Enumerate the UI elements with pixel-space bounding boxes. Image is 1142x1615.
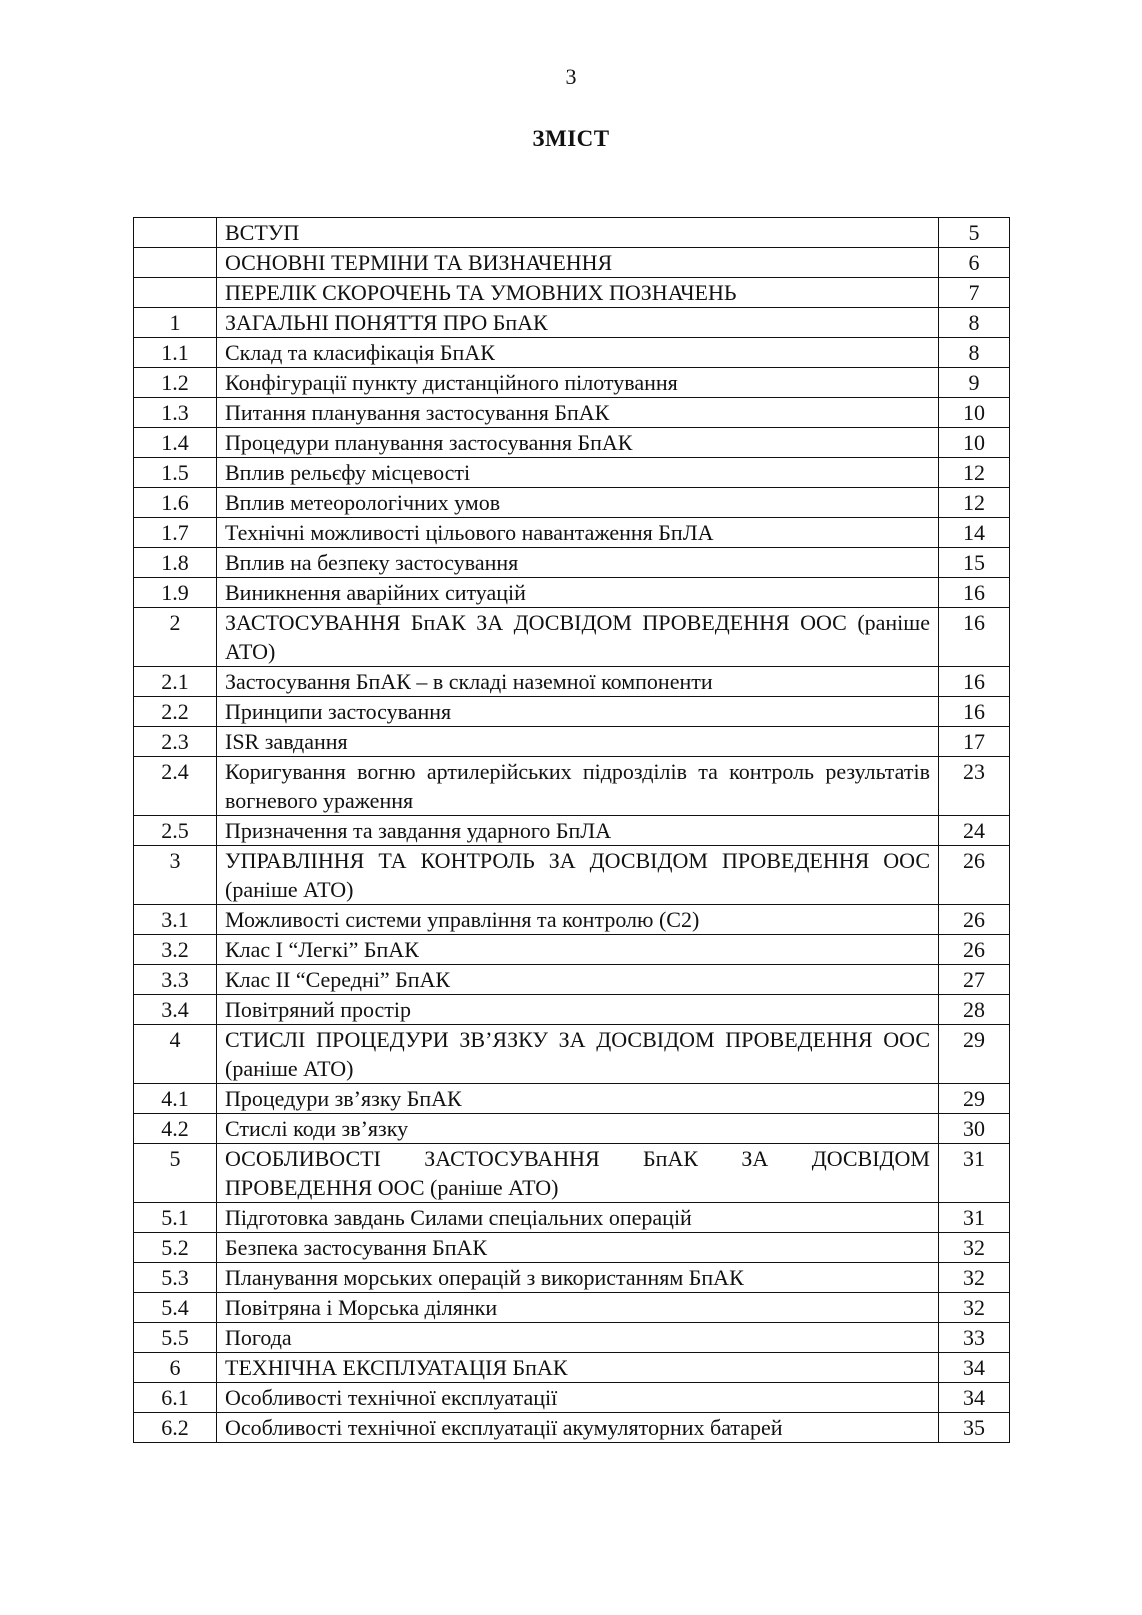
toc-row: [134, 248, 1010, 278]
toc-section-title: Вплив на безпеку застосування: [217, 548, 939, 578]
toc-section-number: [134, 218, 217, 248]
toc-row: [134, 428, 1010, 458]
toc-section-title: Вплив рельєфу місцевості: [217, 458, 939, 488]
toc-page-number: 27: [939, 965, 1010, 995]
toc-section-number: 3.3: [134, 965, 217, 995]
toc-section-number: 5.5: [134, 1323, 217, 1353]
toc-row: [134, 1084, 1010, 1114]
table-of-contents: [133, 217, 1010, 1443]
toc-section-title: Планування морських операцій з використанням БпАК: [217, 1263, 939, 1293]
toc-section-number: 6: [134, 1353, 217, 1383]
toc-row: [134, 1025, 1010, 1084]
toc-section-number: 2.2: [134, 697, 217, 727]
toc-section-number: 1.8: [134, 548, 217, 578]
toc-page-number: 16: [939, 697, 1010, 727]
toc-section-title: Клас I “Легкі” БпАК: [217, 935, 939, 965]
toc-row: [134, 1353, 1010, 1383]
toc-section-number: 6.2: [134, 1413, 217, 1443]
toc-row: [134, 398, 1010, 428]
toc-page-number: 31: [939, 1203, 1010, 1233]
toc-section-title: Питання планування застосування БпАК: [217, 398, 939, 428]
toc-row: [134, 757, 1010, 816]
toc-section-title: ТЕХНІЧНА ЕКСПЛУАТАЦІЯ БпАК: [217, 1353, 939, 1383]
toc-row: [134, 1263, 1010, 1293]
toc-page-number: 30: [939, 1114, 1010, 1144]
toc-section-title: Принципи застосування: [217, 697, 939, 727]
toc-section-title: Повітряна і Морська ділянки: [217, 1293, 939, 1323]
toc-section-title: Процедури планування застосування БпАК: [217, 428, 939, 458]
toc-row: [134, 578, 1010, 608]
toc-page-number: 32: [939, 1263, 1010, 1293]
toc-page-number: 23: [939, 757, 1010, 816]
toc-page-number: 26: [939, 905, 1010, 935]
toc-section-number: 1.7: [134, 518, 217, 548]
toc-row: [134, 965, 1010, 995]
toc-row: [134, 846, 1010, 905]
toc-body: [134, 218, 1010, 1443]
toc-section-title: Вплив метеорологічних умов: [217, 488, 939, 518]
toc-section-title: Погода: [217, 1323, 939, 1353]
toc-row: [134, 488, 1010, 518]
toc-row: [134, 608, 1010, 667]
toc-section-number: 5.3: [134, 1263, 217, 1293]
toc-section-title: ПЕРЕЛІК СКОРОЧЕНЬ ТА УМОВНИХ ПОЗНАЧЕНЬ: [217, 278, 939, 308]
page-title: ЗМІСТ: [532, 126, 610, 151]
toc-row: [134, 308, 1010, 338]
toc-section-title: ISR завдання: [217, 727, 939, 757]
toc-section-title: ВСТУП: [217, 218, 939, 248]
toc-section-number: 4.2: [134, 1114, 217, 1144]
toc-row: [134, 278, 1010, 308]
toc-section-title: Стислі коди зв’язку: [217, 1114, 939, 1144]
toc-section-title: УПРАВЛІННЯ ТА КОНТРОЛЬ ЗА ДОСВІДОМ ПРОВЕДЕННЯ ООС (раніше АТО): [217, 846, 939, 905]
toc-row: [134, 458, 1010, 488]
toc-section-title: Конфігурації пункту дистанційного пілотування: [217, 368, 939, 398]
toc-page-number: 16: [939, 578, 1010, 608]
toc-page-number: 8: [939, 338, 1010, 368]
toc-page-number: 29: [939, 1084, 1010, 1114]
toc-section-title: ОСНОВНІ ТЕРМІНИ ТА ВИЗНАЧЕННЯ: [217, 248, 939, 278]
toc-section-number: 3.1: [134, 905, 217, 935]
toc-section-number: 4.1: [134, 1084, 217, 1114]
toc-section-title: Особливості технічної експлуатації акумуляторних батарей: [217, 1413, 939, 1443]
toc-row: [134, 1233, 1010, 1263]
toc-row: [134, 816, 1010, 846]
toc-page-number: 26: [939, 935, 1010, 965]
toc-row: [134, 1383, 1010, 1413]
toc-page-number: 8: [939, 308, 1010, 338]
toc-section-title: Повітряний простір: [217, 995, 939, 1025]
toc-section-title: ЗАГАЛЬНІ ПОНЯТТЯ ПРО БпАК: [217, 308, 939, 338]
toc-page-number: 28: [939, 995, 1010, 1025]
toc-page-number: 34: [939, 1353, 1010, 1383]
toc-row: [134, 338, 1010, 368]
toc-section-title: Склад та класифікація БпАК: [217, 338, 939, 368]
toc-row: [134, 1114, 1010, 1144]
toc-row: [134, 1323, 1010, 1353]
toc-section-title: Безпека застосування БпАК: [217, 1233, 939, 1263]
toc-row: [134, 697, 1010, 727]
toc-row: [134, 218, 1010, 248]
toc-section-title: ОСОБЛИВОСТІ ЗАСТОСУВАННЯ БпАК ЗА ДОСВІДОМ ПРОВЕДЕННЯ ООС (раніше АТО): [217, 1144, 939, 1203]
toc-section-title: Застосування БпАК – в складі наземної компоненти: [217, 667, 939, 697]
toc-page-number: 26: [939, 846, 1010, 905]
toc-page-number: 6: [939, 248, 1010, 278]
toc-section-number: 5.2: [134, 1233, 217, 1263]
page-number: 3: [565, 64, 577, 89]
toc-section-title: Коригування вогню артилерійських підрозділів та контроль результатів вогневого ураження: [217, 757, 939, 816]
toc-page-number: 32: [939, 1293, 1010, 1323]
toc-page-number: 15: [939, 548, 1010, 578]
toc-page-number: 16: [939, 608, 1010, 667]
toc-page-number: 34: [939, 1383, 1010, 1413]
toc-row: [134, 995, 1010, 1025]
toc-section-number: 2.3: [134, 727, 217, 757]
toc-page-number: 5: [939, 218, 1010, 248]
toc-page-number: 33: [939, 1323, 1010, 1353]
toc-section-number: 2.4: [134, 757, 217, 816]
toc-page-number: 12: [939, 488, 1010, 518]
toc-section-number: 5.4: [134, 1293, 217, 1323]
toc-page-number: 35: [939, 1413, 1010, 1443]
toc-page-number: 16: [939, 667, 1010, 697]
toc-section-number: 1.6: [134, 488, 217, 518]
toc-row: [134, 667, 1010, 697]
toc-section-number: [134, 278, 217, 308]
toc-section-title: Технічні можливості цільового навантаження БпЛА: [217, 518, 939, 548]
toc-section-number: 1.4: [134, 428, 217, 458]
toc-page-number: 17: [939, 727, 1010, 757]
toc-row: [134, 368, 1010, 398]
toc-page-number: 9: [939, 368, 1010, 398]
toc-section-title: Можливості системи управління та контролю (С2): [217, 905, 939, 935]
toc-page-number: 24: [939, 816, 1010, 846]
toc-row: [134, 1144, 1010, 1203]
toc-section-number: 4: [134, 1025, 217, 1084]
toc-section-title: Призначення та завдання ударного БпЛА: [217, 816, 939, 846]
toc-row: [134, 1293, 1010, 1323]
toc-section-number: 1: [134, 308, 217, 338]
toc-row: [134, 518, 1010, 548]
toc-section-title: Особливості технічної експлуатації: [217, 1383, 939, 1413]
toc-page-number: 7: [939, 278, 1010, 308]
toc-section-title: Клас II “Середні” БпАК: [217, 965, 939, 995]
toc-section-number: 3.2: [134, 935, 217, 965]
toc-section-number: 1.3: [134, 398, 217, 428]
toc-row: [134, 905, 1010, 935]
toc-section-number: 2.1: [134, 667, 217, 697]
toc-page-number: 14: [939, 518, 1010, 548]
toc-section-title: СТИСЛІ ПРОЦЕДУРИ ЗВ’ЯЗКУ ЗА ДОСВІДОМ ПРОВЕДЕННЯ ООС (раніше АТО): [217, 1025, 939, 1084]
toc-section-number: 1.1: [134, 338, 217, 368]
toc-row: [134, 727, 1010, 757]
toc-page-number: 12: [939, 458, 1010, 488]
toc-section-number: [134, 248, 217, 278]
toc-page-number: 10: [939, 398, 1010, 428]
toc-section-number: 1.9: [134, 578, 217, 608]
toc-section-title: ЗАСТОСУВАННЯ БпАК ЗА ДОСВІДОМ ПРОВЕДЕННЯ ООС (раніше АТО): [217, 608, 939, 667]
toc-section-number: 6.1: [134, 1383, 217, 1413]
toc-section-number: 3.4: [134, 995, 217, 1025]
toc-row: [134, 1203, 1010, 1233]
toc-page-number: 32: [939, 1233, 1010, 1263]
toc-section-number: 5.1: [134, 1203, 217, 1233]
toc-page-number: 10: [939, 428, 1010, 458]
toc-row: [134, 548, 1010, 578]
toc-section-title: Підготовка завдань Силами спеціальних операцій: [217, 1203, 939, 1233]
toc-section-number: 2.5: [134, 816, 217, 846]
toc-page-number: 31: [939, 1144, 1010, 1203]
toc-row: [134, 1413, 1010, 1443]
toc-section-title: Процедури зв’язку БпАК: [217, 1084, 939, 1114]
toc-section-number: 3: [134, 846, 217, 905]
toc-page-number: 29: [939, 1025, 1010, 1084]
toc-section-number: 2: [134, 608, 217, 667]
toc-section-number: 5: [134, 1144, 217, 1203]
toc-section-number: 1.2: [134, 368, 217, 398]
toc-section-title: Виникнення аварійних ситуацій: [217, 578, 939, 608]
toc-section-number: 1.5: [134, 458, 217, 488]
toc-row: [134, 935, 1010, 965]
